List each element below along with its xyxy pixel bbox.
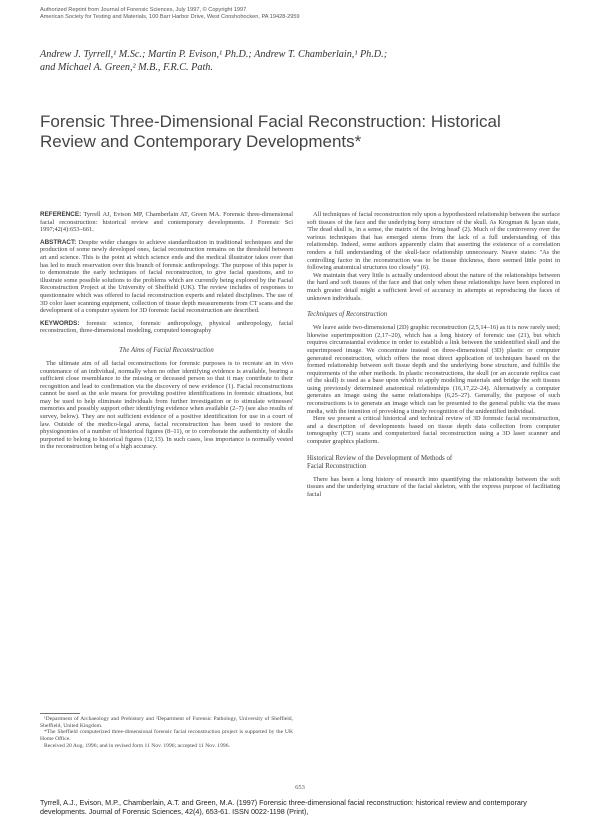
abstract-block [40,239,293,315]
intro-paragraph-1: All techniques of facial reconstruction rely upon a hypothesized relationship between the surface soft tissues of the face and the underlying bony structure of the skull. As Krogman & İşcan state, 'The dead skull is, in a sense, the matrix of the living head' (2). Much of the controversy over the various techniques that has emerged stems from the lack of a full understanding of this relationship. Indeed, some authors apparently claim that asserting the existence of a correlation renders a full understanding of the skull-face relationship unnecessary. Neave states: "As the controlling factor in the reconstruction was to be tissue thickness, there seemed little point in following anatomical structures too closely" (6). [307,211,560,272]
history-paragraph-1: There has been a long history of research into quantifying the relationship between the soft tissues and the underlying structure of the facial skeleton, with the express purpose of facilitating facial [307,475,560,498]
footnotes [40,716,293,750]
author-line1: Andrew J. Tyrrell,¹ M.Sc.; Martin P. Evison,¹ Ph.D.; Andrew T. Chamberlain,¹ Ph.D.; [40,49,388,60]
reference-block [40,211,293,234]
citation-footer: Tyrrell, A.J., Evison, M.P., Chamberlain, A.T. and Green, M.A. (1997) Forensic three-dimensional facial reconstruction: historical review and contemporary developments. Journal of Forensic Sciences, 42(4), 653-61. ISSN 0022-1198 (Print), [40,798,527,817]
aims-paragraph: The ultimate aim of all facial reconstructions for forensic purposes is to recreate an in vivo countenance of an individual, normally when no other identifying evidence is available, bearing a sufficient close resemblance to the missing or deceased person so that it may contribute to their recognition and lead to confirmation via the discovery of new evidence (1). Facial reconstructions cannot be used as the sole means for providing positive identifications in forensic situations, but may be used to help eliminate individuals from further investigation or to stimulate witnesses' memories and possibly support other identifying evidence when available (2–7) (see also results of survey, below). They are not sufficient evidence of a positive identification for use in a court of law. Outside of the medico-legal arena, facial reconstruction has been used to restore the physiognomies of a number of historical figures (8–11), or to corroborate the authenticity of skulls purported to belong to historical figures (12,13). In such cases, less importance is normally vested in the reconstruction being of a high accuracy. [40,359,293,451]
journal-header-line2: American Society for Testing and Materials, 100 Barr Harbor Drive, West Conshohocken, PA 19428-2959 [40,14,300,20]
intro-paragraph-2: We maintain that very little is actually understood about the nature of the relationships between the hard and soft tissues of the face and that only when these relationships have been explored in much greater detail might a sufficient level of accuracy in attempts at reproducing the faces of unknown individuals. [307,271,560,302]
footnote-3: Received 20 Aug. 1996; and in revised form 11 Nov. 1996; accepted 11 Nov. 1996. [44,742,230,749]
journal-header [40,7,560,21]
section-heading-history [307,455,560,471]
keywords-label: KEYWORDS: [40,319,80,327]
techniques-paragraph-2: Here we present a critical historical and technical review of 3D forensic facial reconstruction, and a description of developments based on tissue depth data collection from computer tomography (CT) scans and computerized facial reconstruction using a 3D laser scanner and computer graphics platform. [307,415,560,446]
techniques-paragraph-1: We leave aside two-dimensional (2D) graphic reconstruction (2,5,14–16) as it is now rarely used; likewise superimposition (2,17–20), which has a long history of forensic use (21), but which requires circumstantial evidence in order to establish a link between the unidentified skull and the superimposed image. We concentrate instead on three-dimensional (3D) plastic or computer generated reconstruction, which offers the most direct application of techniques based on the formed relationship between soft tissue depth and the underlying bone structure, and fulfills the requirements of the other methods. In plastic reconstructions, the skull (or an accurate replica cast of the skull) is used as a base upon which to apply modeling materials and bridge the soft tissues using previously determined anatomical relationships (16,17,22–24). Alternatively a computer generates an image using the same relationships (6,25–27). Generally, the purpose of such reconstructions is to generate an image which can be presented to the general public via the mass media, with the intention of provoking a timely recognition of the unidentified individual. [307,324,560,415]
reference-label: REFERENCE: [40,211,82,218]
history-heading-line1: Historical Review of the Development of Methods of [307,454,453,462]
right-column [307,211,560,498]
paper-title-line2: Review and Contemporary Developments* [40,132,362,151]
author-list [40,48,560,74]
footnote-rule [40,713,80,714]
paper-title-line1: Forensic Three-Dimensional Facial Reconstruction: Historical [40,112,501,131]
section-heading-aims: The Aims of Facial Reconstruction [119,346,214,354]
left-column [40,211,293,451]
author-line2: and Michael A. Green,² M.B., F.R.C. Path. [40,62,213,73]
keywords-block [40,320,293,335]
footnote-1: ¹Department of Archaeology and Prehistory and ²Department of Forensic Pathology, University of Sheffield, Sheffield, United Kingdom. [40,716,293,729]
history-heading-line2: Facial Reconstruction [307,462,367,470]
paper-title [40,112,565,152]
abstract-label: ABSTRACT: [40,238,77,246]
footnote-2: *The Sheffield computerized three-dimensional forensic facial reconstruction project is supported by the UK Home Office. [40,729,293,743]
page-number: 653 [295,784,305,791]
reference-text: Tyrrell AJ, Evison MP, Chamberlain AT, Green MA. Forensic three-dimensional facial reconstruction: historical review and contemporary developments. J Forensic Sci 1997;42(4):653–661. [40,211,293,234]
keywords-text: forensic science, forensic anthropology, physical anthropology, facial reconstruction, three-dimensional modeling, computed tomography [40,319,293,335]
section-heading-techniques: Techniques of Reconstruction [307,311,388,319]
abstract-text: Despite wider changes to achieve standardization in traditional techniques and the production of some newly developed ones, facial reconstruction remains on the threshold between art and science. This is the point at which science ends and the medical illustrator takes over that has led to much reservation over this branch of forensic anthropology. The purpose of this paper is to demonstrate the early techniques of facial reconstruction, to give facial questions, and to illustrate some possible solutions to the problems which are currently being explored by the Facial Reconstruction Project at the University of Sheffield (UK). The review includes of responses to questionnaire which was offered to facial reconstruction experts and related disciplines. The use of 3D color laser scanning equipment, collection of tissue depth measurements from CT scans and the development of a computer system for 3D forensic facial reconstruction are described. [40,238,293,315]
journal-header-line1: Authorized Reprint from Journal of Forensic Sciences, July 1997, © Copyright 1997 [40,7,247,13]
